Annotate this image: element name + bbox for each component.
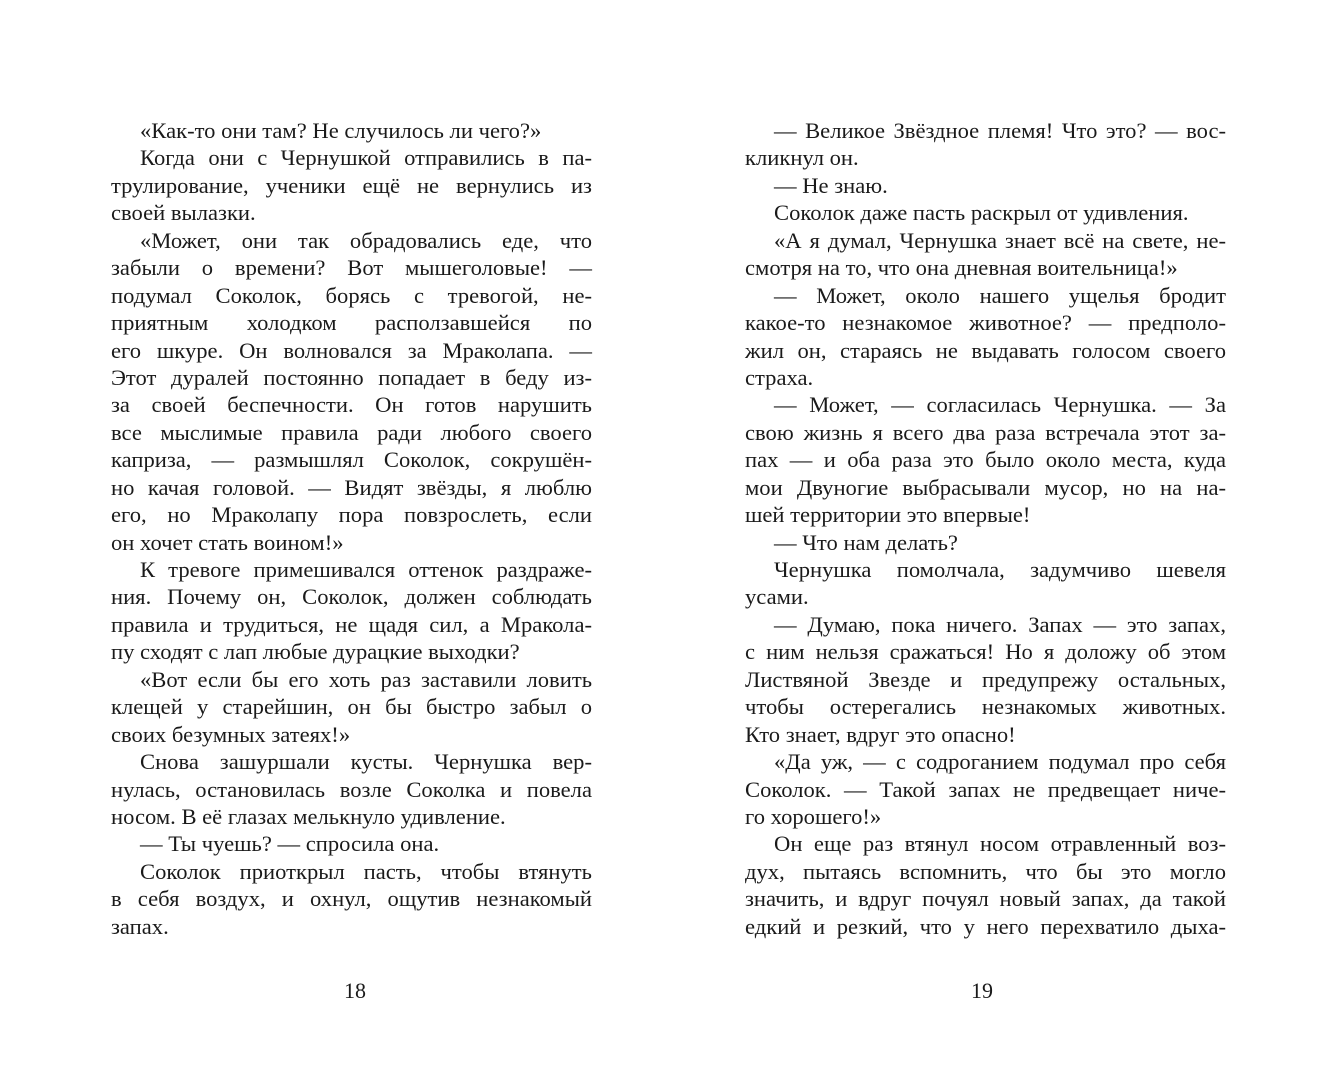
left-page-text xyxy=(111,117,592,940)
text-line: пах — и оба раза это было около места, куда xyxy=(745,447,1226,473)
text-line: Соколок даже пасть раскрыл от удивления. xyxy=(774,200,1189,226)
text-line: в себя воздух, и охнул, ощутив незнакомый xyxy=(111,886,592,912)
text-line: Листвяной Звезде и предупрежу остальных, xyxy=(745,666,1226,692)
text-line: с ним нельзя сражаться! Но я доложу об этом xyxy=(745,639,1226,665)
text-line: приятным холодком расползавшейся по xyxy=(111,310,592,336)
text-line: — Великое Звёздное племя! Что это? — вос- xyxy=(774,118,1226,143)
text-line: — Ты чуешь? — спросила она. xyxy=(140,831,440,857)
text-line: дух, пытаясь вспомнить, что бы это могло xyxy=(745,858,1226,884)
text-line: Соколок приоткрыл пасть, чтобы втянуть xyxy=(140,858,592,884)
text-line: — Может, — согласилась Чернушка. — За xyxy=(774,392,1226,418)
page-number-left: 18 xyxy=(344,978,366,1003)
text-line: К тревоге примешивался оттенок раздраже- xyxy=(140,557,592,582)
text-line: — Не знаю. xyxy=(774,172,888,198)
text-line: смотря на то, что она дневная воительница!» xyxy=(745,255,1178,281)
text-line: «Вот если бы его хоть раз заставили ловить xyxy=(140,666,592,692)
text-line: — Что нам делать? xyxy=(774,529,958,555)
text-line: подумал Соколок, борясь с тревогой, не- xyxy=(111,282,592,308)
text-line: свою жизнь я всего два раза встречала этот за- xyxy=(745,419,1226,445)
text-line: нулась, остановилась возле Соколка и повела xyxy=(111,776,592,802)
text-line: Соколок. — Такой запах не предвещает ниче- xyxy=(745,776,1226,802)
text-line: своих безумных затеях!» xyxy=(111,721,351,747)
text-line: Этот дуралей постоянно попадает в беду из- xyxy=(111,364,592,390)
text-line: каприза, — размышлял Соколок, сокрушён- xyxy=(111,447,592,473)
text-line: какое-то незнакомое животное? — предполо- xyxy=(745,310,1226,336)
text-line: пу сходят с лап любые дурацкие выходки? xyxy=(111,639,520,665)
right-page-text xyxy=(745,117,1226,940)
text-line: жил он, стараясь не выдавать голосом своего xyxy=(745,337,1226,363)
text-line: своей вылазки. xyxy=(111,200,256,226)
text-line: клещей у старейшин, он бы быстро забыл о xyxy=(111,694,592,720)
text-line: Когда они с Чернушкой отправились в па- xyxy=(140,145,592,171)
text-line: он хочет стать воином!» xyxy=(111,529,344,555)
text-line: ния. Почему он, Соколок, должен соблюдать xyxy=(111,584,592,610)
text-line: шей территории это впервые! xyxy=(745,502,1031,528)
text-line: страха. xyxy=(745,364,814,390)
text-line: носом. В её глазах мелькнуло удивление. xyxy=(111,803,506,829)
text-line: кликнул он. xyxy=(745,145,859,171)
text-line: все мыслимые правила ради любого своего xyxy=(111,419,592,445)
text-line: Снова зашуршали кусты. Чернушка вер- xyxy=(140,749,592,775)
text-line: — Думаю, пока ничего. Запах — это запах, xyxy=(774,611,1226,637)
page-number-right: 19 xyxy=(971,978,993,1003)
text-line: Кто знает, вдруг это опасно! xyxy=(745,721,1016,747)
text-line: чтобы остерегались незнакомых животных. xyxy=(745,694,1226,720)
text-line: запах. xyxy=(111,913,169,939)
text-line: мои Двуногие выбрасывали мусор, но на на- xyxy=(745,474,1226,500)
text-line: «Как-то они там? Не случилось ли чего?» xyxy=(140,118,542,143)
text-line: забыли о времени? Вот мышеголовые! — xyxy=(111,255,592,281)
text-line: за своей беспечности. Он готов нарушить xyxy=(111,392,592,418)
text-line: «А я думал, Чернушка знает всё на свете, не- xyxy=(774,227,1226,253)
text-line: значить, и вдруг почуял новый запах, да такой xyxy=(745,886,1226,912)
text-line: едкий и резкий, что у него перехватило дыха- xyxy=(745,913,1226,939)
text-line: го хорошего!» xyxy=(745,803,882,829)
text-line: Чернушка помолчала, задумчиво шевеля xyxy=(774,557,1226,582)
text-line: его шкуре. Он волновался за Мраколапа. — xyxy=(111,337,592,363)
text-line: — Может, около нашего ущелья бродит xyxy=(774,282,1226,308)
text-line: усами. xyxy=(745,584,809,610)
text-line: но качая головой. — Видят звёзды, я люблю xyxy=(111,474,592,500)
text-line: его, но Мраколапу пора повзрослеть, если xyxy=(111,502,592,528)
text-line: правила и трудиться, не щадя сил, а Мракола- xyxy=(111,611,592,637)
text-line: «Может, они так обрадовались еде, что xyxy=(140,227,592,253)
text-line: «Да уж, — с содроганием подумал про себя xyxy=(774,749,1226,775)
text-line: трулирование, ученики ещё не вернулись из xyxy=(111,172,592,198)
text-line: Он еще раз втянул носом отравленный воз- xyxy=(774,831,1226,857)
